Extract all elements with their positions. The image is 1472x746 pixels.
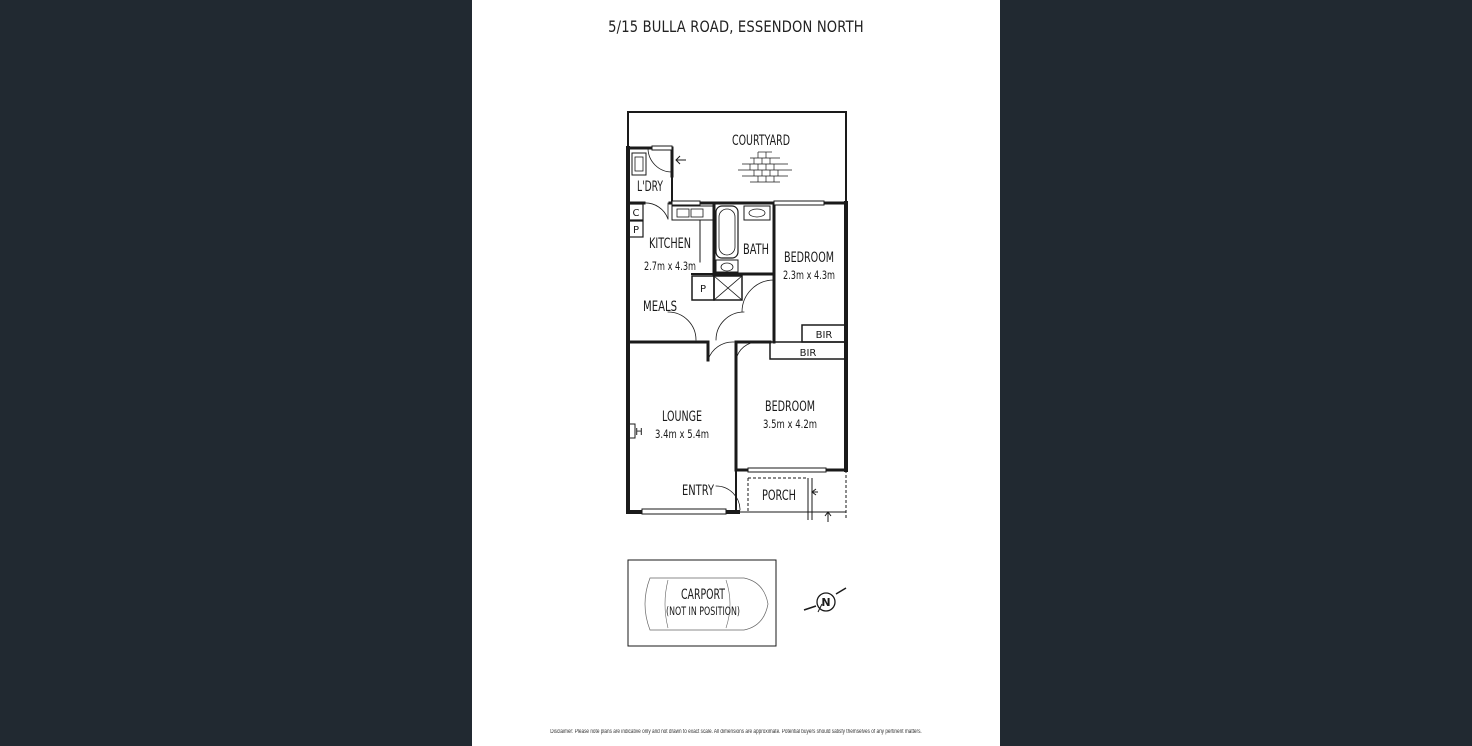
courtyard-pavers [738, 152, 792, 182]
bir-upper-label: BIR [815, 330, 833, 341]
floor-plan-sheet [472, 0, 1000, 746]
bedroom-1-label: BEDROOM [765, 399, 815, 415]
bedroom-1-dimensions: 3.5m x 4.2m [763, 417, 817, 431]
pantry-p-label: P [632, 225, 640, 236]
bath-label: BATH [743, 242, 769, 258]
bedroom-2-dimensions: 2.3m x 4.3m [783, 268, 835, 282]
porch-label: PORCH [762, 488, 796, 504]
bath-p-label: P [699, 284, 707, 295]
entry-label: ENTRY [682, 483, 715, 499]
laundry-label: L'DRY [637, 179, 664, 195]
disclaimer-text: Disclaimer: Please note plans are indicative only and not drawn to exact scale. All dimensions are approximate. Potential buyers should satisfy themselves of any pertinent matters. [550, 729, 922, 735]
carport-label: CARPORT [681, 587, 726, 603]
lounge-label: LOUNGE [662, 409, 702, 425]
bir-lower-label: BIR [799, 348, 817, 359]
courtyard-label: COURTYARD [732, 133, 790, 149]
cupboard-c-label: C [632, 208, 640, 219]
heater-label: H [635, 427, 643, 438]
meals-label: MEALS [643, 299, 678, 315]
lounge-dimensions: 3.4m x 5.4m [655, 427, 709, 441]
kitchen-dimensions: 2.7m x 4.3m [644, 259, 696, 273]
floor-plan-drawing [472, 0, 1000, 746]
plan-title: 5/15 BULLA ROAD, ESSENDON NORTH [608, 17, 864, 36]
carport-note: (NOT IN POSITION) [666, 604, 740, 618]
carport-outline [628, 560, 776, 646]
bedroom-2-label: BEDROOM [784, 250, 834, 266]
compass-n-label: N [821, 596, 831, 609]
kitchen-label: KITCHEN [649, 236, 691, 252]
